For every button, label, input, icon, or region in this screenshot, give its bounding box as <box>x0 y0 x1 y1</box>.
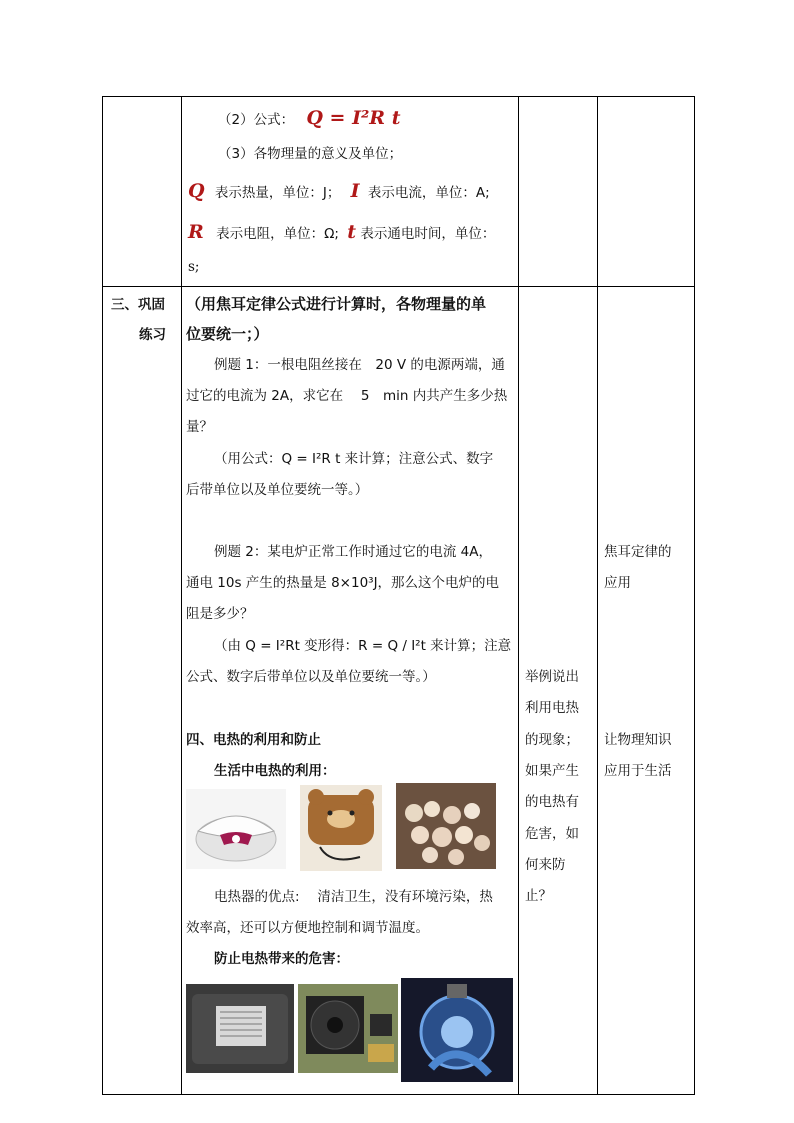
intent2-line2: 应用于生活 <box>604 763 672 779</box>
unit-note-line1: （用焦耳定律公式进行计算时，各物理量的单 <box>186 295 487 313</box>
meaning-heading: （3）各物理量的意义及单位； <box>218 146 403 162</box>
example2-hint-line2: 公式、数字后带单位以及单位要统一等。） <box>186 669 436 685</box>
example1-line1: 例题 1：一根电阻丝接在 20 V 的电源两端，通 <box>214 357 505 373</box>
q-symbol: Q <box>188 180 205 202</box>
student-activity-line: 何来防 <box>525 856 566 873</box>
intent1-line1: 焦耳定律的 <box>604 544 672 560</box>
cpu-cooler-photo <box>401 978 513 1082</box>
t-symbol: t <box>347 221 357 243</box>
t-desc: 表示通电时间，单位： <box>360 226 496 242</box>
lesson-table <box>102 96 695 1095</box>
unit-note-line2: 位要统一；） <box>186 325 269 343</box>
student-activity-line: 的电热有 <box>525 794 579 811</box>
student-activity-cell <box>519 287 598 1095</box>
student-activity-line: 如果产生 <box>525 762 579 779</box>
student-activity-line: 利用电热 <box>525 700 579 717</box>
example2-line1: 例题 2：某电炉正常工作时通过它的电流 4A， <box>214 544 492 560</box>
student-activity-line: 止？ <box>525 888 552 905</box>
q-desc: 表示热量，单位：J； <box>214 185 341 201</box>
student-activity-line: 举例说出 <box>525 669 579 685</box>
section-label-cell <box>103 287 182 1095</box>
student-activity-line: 危害，如 <box>525 825 579 842</box>
example1-line3: 量？ <box>186 419 213 435</box>
heated-hand-warmer-photo <box>300 785 382 871</box>
rice-cooker-photo <box>186 789 286 869</box>
advantage-line1: 电热器的优点: 清洁卫生，没有环境污染，热 <box>214 889 493 905</box>
row1-col1 <box>103 97 182 287</box>
example1-hint-line1: （用公式：Q = I²R t 来计算；注意公式、数字 <box>214 451 494 467</box>
example1-hint-line2: 后带单位以及单位要统一等。） <box>186 482 369 498</box>
tv-vent-photo <box>186 984 294 1073</box>
intent1-line2: 应用 <box>604 575 631 591</box>
r-symbol: R <box>188 221 204 243</box>
row1-col2 <box>182 97 519 287</box>
i-symbol: I <box>350 180 360 202</box>
advantage-line2: 效率高，还可以方便地控制和调节温度。 <box>186 920 429 936</box>
section4-heading: 四、电热的利用和防止 <box>186 732 321 748</box>
t-unit: s; <box>188 259 200 275</box>
section-label-line1: 三、巩固 <box>111 297 165 313</box>
r-desc: 表示电阻，单位：Ω; <box>216 226 339 242</box>
i-desc: 表示电流，单位：A; <box>367 185 490 201</box>
formula-label: （2）公式： <box>218 112 295 128</box>
example2-line2: 通电 10s 产生的热量是 8×10³J，那么这个电炉的电 <box>186 575 500 591</box>
student-activity-line: 的现象； <box>525 731 579 748</box>
intent2-line1: 让物理知识 <box>604 732 672 748</box>
prevent-heading: 防止电热带来的危害： <box>214 951 349 967</box>
example2-hint-line1: （由 Q = I²Rt 变形得：R = Q / I²t 来计算；注意 <box>214 638 512 654</box>
section-label-line2: 练习 <box>139 327 166 343</box>
chick-incubator-photo <box>396 783 496 869</box>
row1-col4 <box>598 97 695 287</box>
example1-line2: 过它的电流为 2A，求它在 5 min 内共产生多少热 <box>186 388 508 404</box>
design-intent-cell <box>598 287 695 1095</box>
cpu-fan-photo <box>298 984 398 1073</box>
content-cell <box>182 287 519 1095</box>
example2-line3: 阻是多少？ <box>186 606 254 622</box>
joule-formula: Q = I²R t <box>306 107 401 129</box>
use-heading: 生活中电热的利用： <box>214 763 336 779</box>
row1-col3 <box>519 97 598 287</box>
